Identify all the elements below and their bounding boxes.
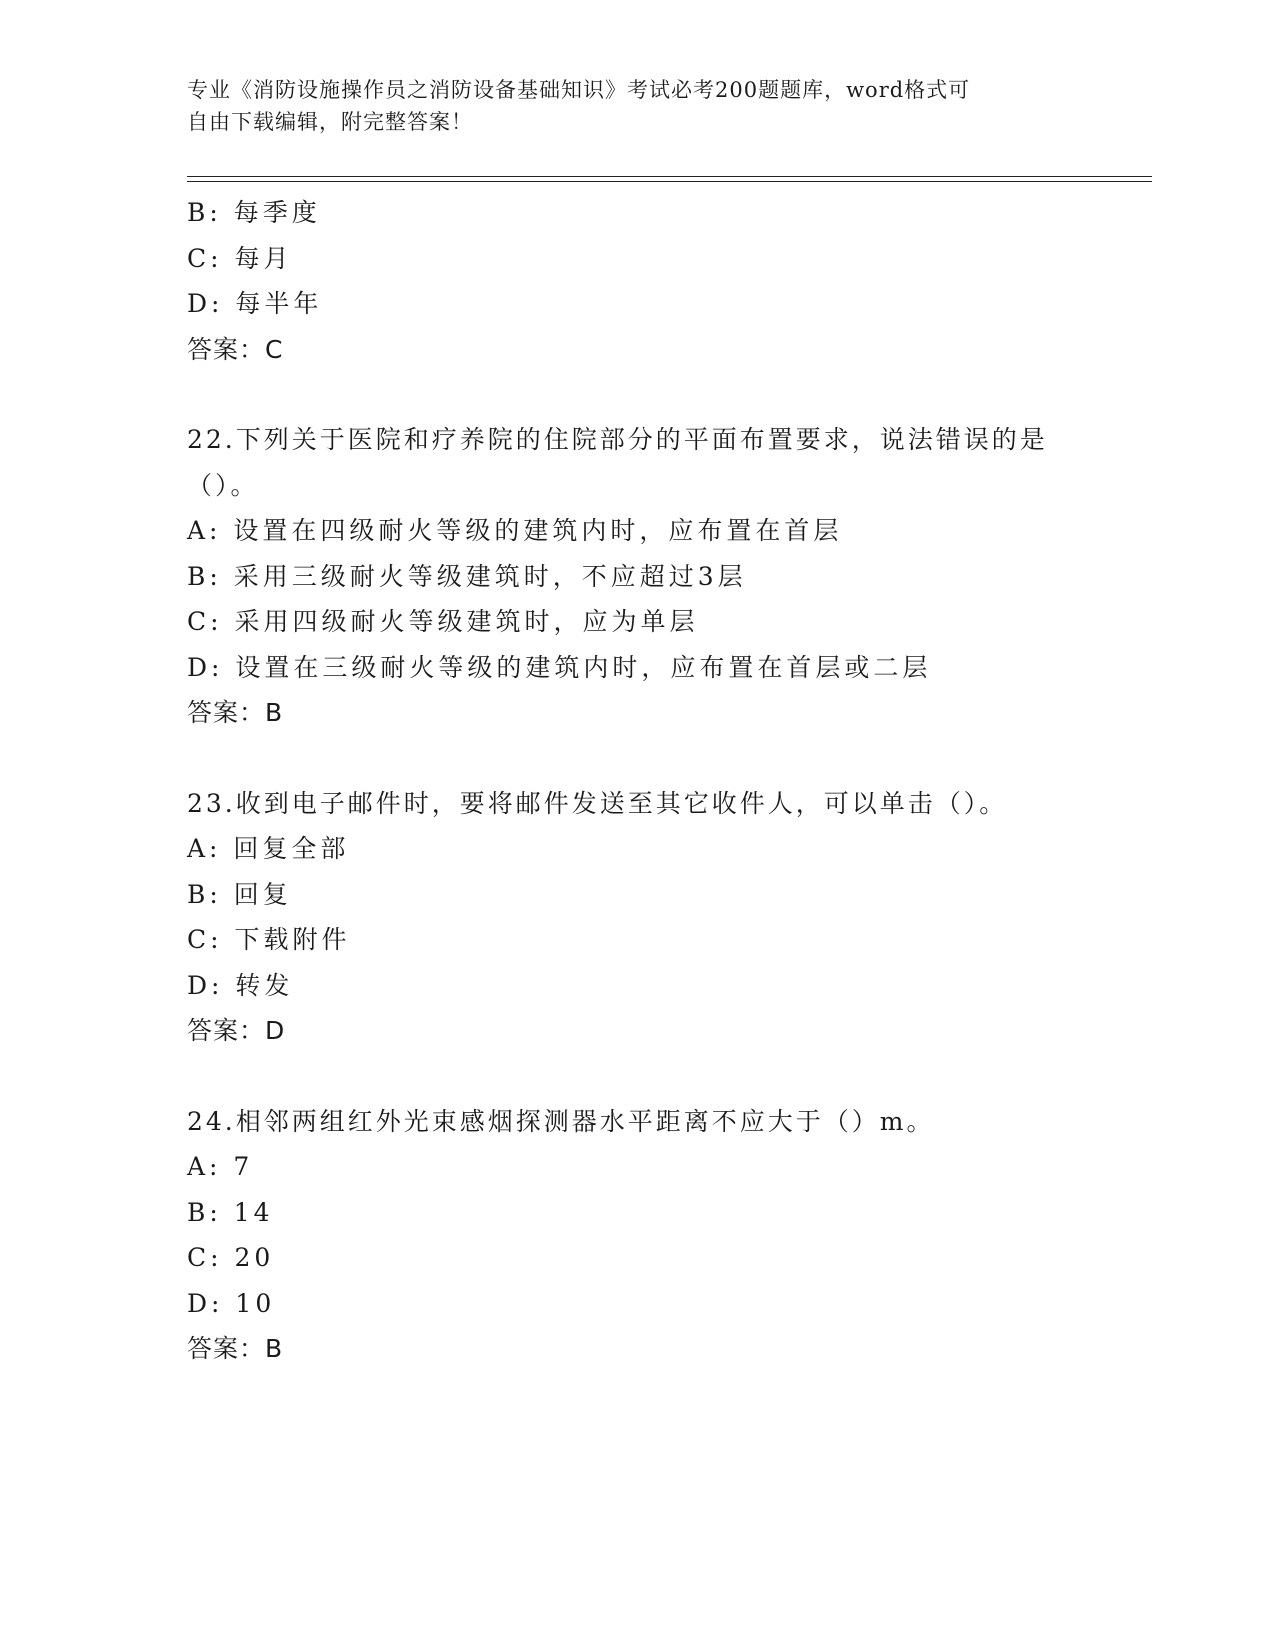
question-21-continuation bbox=[187, 190, 1087, 372]
question-23 bbox=[187, 781, 1087, 1054]
option-b: B: 回复 bbox=[187, 879, 292, 909]
option-c: C: 每月 bbox=[187, 243, 293, 273]
question-24 bbox=[187, 1099, 1087, 1372]
option-c: C: 下载附件 bbox=[187, 925, 351, 954]
option-b: B: 采用三级耐火等级建筑时，不应超过3层 bbox=[187, 561, 747, 591]
question-text: 23.收到电子邮件时，要将邮件发送至其它收件人，可以单击（）。 bbox=[187, 788, 1008, 818]
answer: 答案：B bbox=[187, 698, 284, 727]
option-a: A: 7 bbox=[187, 1152, 254, 1181]
option-d: D: 转发 bbox=[187, 970, 294, 1000]
question-22 bbox=[187, 417, 1087, 736]
option-a: A: 回复全部 bbox=[187, 834, 350, 863]
answer: 答案：D bbox=[187, 1016, 286, 1045]
question-text: 22.下列关于医院和疗养院的住院部分的平面布置要求，说法错误的是 bbox=[187, 425, 1048, 454]
question-text: （）。 bbox=[187, 470, 259, 500]
option-c: C: 20 bbox=[187, 1243, 275, 1272]
option-d: D: 10 bbox=[187, 1288, 276, 1318]
answer: 答案：C bbox=[187, 334, 284, 364]
header-rule-top bbox=[187, 176, 1152, 177]
question-list bbox=[187, 190, 1087, 1372]
question-text: 24.相邻两组红外光束感烟探测器水平距离不应大于（）m。 bbox=[187, 1106, 935, 1136]
option-d: D: 每半年 bbox=[187, 289, 323, 318]
option-a: A: 设置在四级耐火等级的建筑内时，应布置在首层 bbox=[187, 516, 843, 545]
header-line-1: 专业《消防设施操作员之消防设备基础知识》考试必考200题题库，word格式可 bbox=[187, 78, 971, 102]
option-b: B: 每季度 bbox=[187, 198, 321, 227]
option-c: C: 采用四级耐火等级建筑时，应为单层 bbox=[187, 607, 699, 636]
document-header bbox=[187, 74, 1067, 138]
answer: 答案：B bbox=[187, 1334, 284, 1363]
option-d: D: 设置在三级耐火等级的建筑内时，应布置在首层或二层 bbox=[187, 652, 932, 682]
option-b: B: 14 bbox=[187, 1197, 274, 1227]
header-rule-bottom bbox=[187, 181, 1152, 182]
header-line-2: 自由下载编辑，附完整答案！ bbox=[187, 110, 473, 134]
